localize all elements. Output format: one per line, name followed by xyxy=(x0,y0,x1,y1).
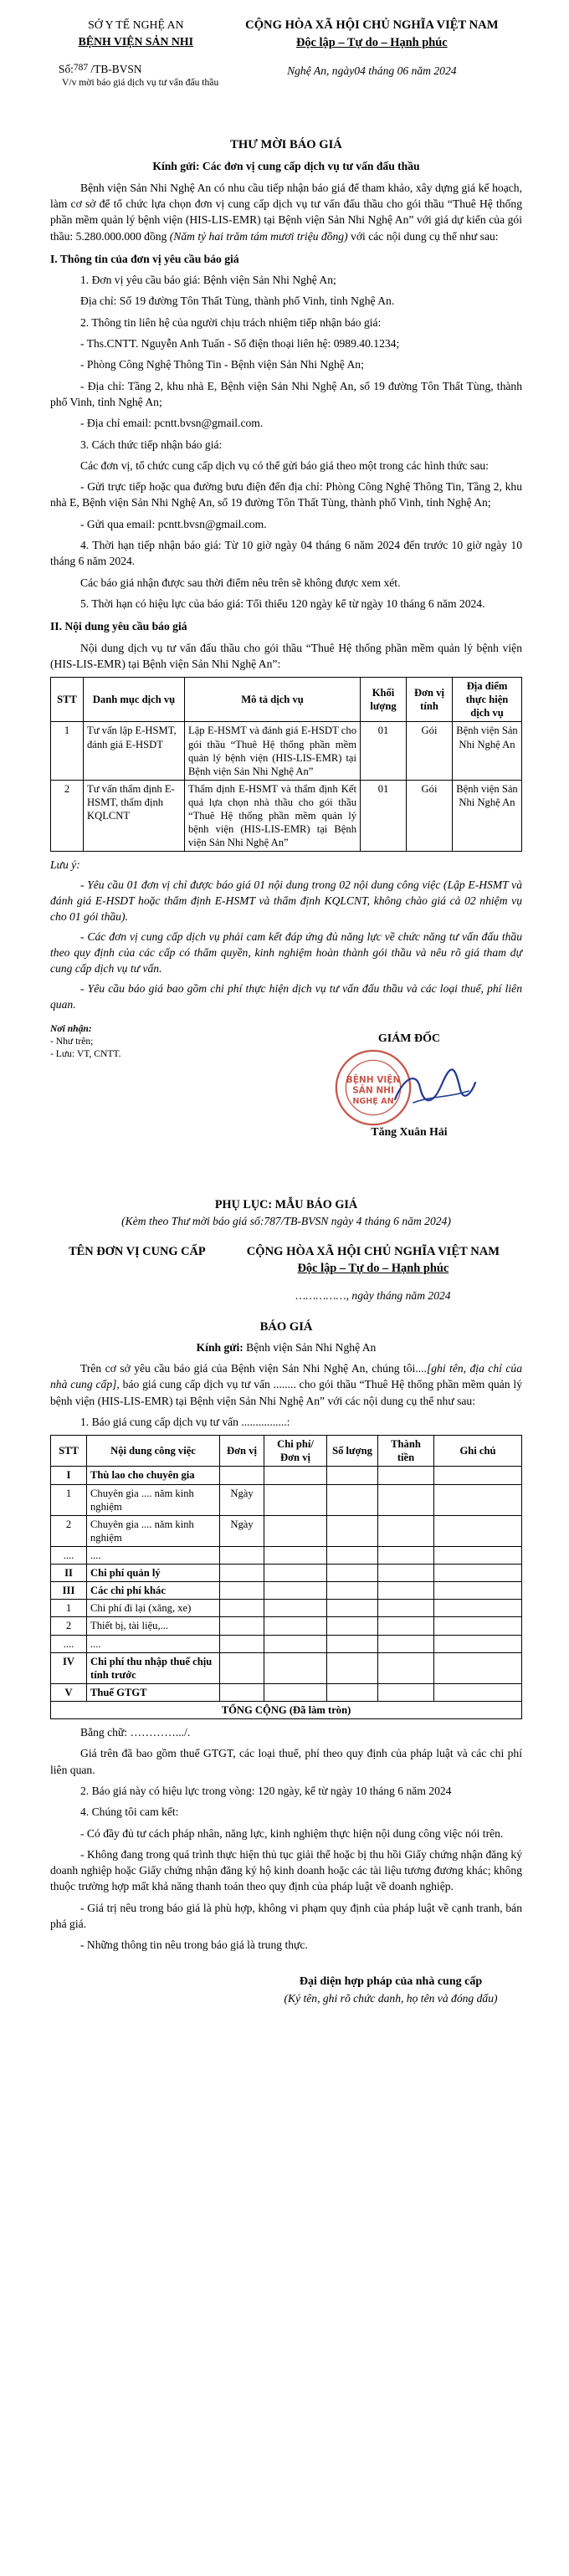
nation-title: CỘNG HÒA XÃ HỘI CHỦ NGHĨA VIỆT NAM xyxy=(245,18,499,32)
col-amount: Thành tiền xyxy=(378,1436,434,1467)
cell-content: Chi phí thu nhập thuế chịu tính trước xyxy=(87,1652,220,1683)
col-stt: STT xyxy=(51,678,84,722)
cell-content: Thuế GTGT xyxy=(87,1683,220,1701)
table-row xyxy=(51,780,522,852)
note-1: - Yêu cầu 01 đơn vị chỉ được báo giá 01 nội dung trong 02 nội dung công việc (Lập E-HSMT và đánh giá E-HSDT hoặc thẩm định E-HSMT và thẩm định KQLCNT, không chào giá cả 02 nhiệm vụ cho 01 gói thầu). xyxy=(50,878,522,924)
cell-unit: Gói xyxy=(407,780,453,852)
appendix-subtitle: (Kèm theo Thư mời báo giá số:787/TB-BVSN ngày 4 tháng 6 năm 2024) xyxy=(121,1215,451,1228)
cell-quantity xyxy=(327,1652,378,1683)
quote-item-1: 1. Báo giá cung cấp dịch vụ tư vấn ................: xyxy=(80,1415,290,1428)
cell-notes xyxy=(434,1683,522,1701)
commitment-1: - Có đầy đủ tư cách pháp nhân, năng lực, kinh nghiệm thực hiện nội dung công việc nói trên. xyxy=(80,1826,504,1840)
s1-methods-intro: Các đơn vị, tổ chức cung cấp dịch vụ có thể gửi báo giá theo một trong các hình thức sau: xyxy=(80,458,489,472)
cell-quantity: 01 xyxy=(361,780,407,852)
letter-title: THƯ MỜI BÁO GIÁ xyxy=(230,137,342,151)
quote-item-2: 2. Báo giá này có hiệu lực trong vòng: 120 ngày, kể từ ngày 10 tháng 6 năm 2024 xyxy=(80,1784,452,1797)
s1-item-1: 1. Đơn vị yêu cầu báo giá: Bệnh viện Sản Nhi Nghệ An; xyxy=(80,274,336,287)
cell-unit: Ngày xyxy=(220,1484,264,1515)
table-row xyxy=(51,1467,522,1484)
hospital-name: BỆNH VIỆN SẢN NHI xyxy=(78,34,193,48)
col-place: Địa điểm thực hiện dịch vụ xyxy=(453,678,522,722)
col-content: Nội dung công việc xyxy=(87,1436,220,1467)
document-number xyxy=(50,61,222,77)
cell-stt: .... xyxy=(51,1635,87,1652)
cell-unit-cost xyxy=(264,1617,327,1635)
cell-unit-cost xyxy=(264,1652,327,1683)
cell-content: Thù lao cho chuyên gia xyxy=(87,1467,220,1484)
intro-paragraph xyxy=(50,180,522,244)
cell-quantity xyxy=(327,1565,378,1582)
cell-amount xyxy=(378,1683,434,1701)
quote-national-block xyxy=(224,1243,522,1303)
cell-notes xyxy=(434,1652,522,1683)
cell-quantity xyxy=(327,1600,378,1617)
cell-content: Chuyên gia .... năm kinh nghiệm xyxy=(87,1515,220,1546)
cell-unit xyxy=(220,1467,264,1484)
document-subject: V/v mời báo giá dịch vụ tư vấn đấu thầu xyxy=(62,77,219,89)
table-total-row xyxy=(51,1701,522,1718)
signer-name: Tăng Xuân Hải xyxy=(371,1124,448,1138)
table-row xyxy=(51,1565,522,1582)
commitment-3: - Giá trị nêu trong báo giá là phù hợp, không vi phạm quy định của pháp luật về cạnh tranh, bán phá giá. xyxy=(50,1901,522,1931)
col-quantity: Số lượng xyxy=(327,1436,378,1467)
cell-description: Lập E-HSMT và đánh giá E-HSDT cho gói thầu “Thuê Hệ thống phần mềm quản lý bệnh viện (HIS-LIS-EMR) tại Bệnh viện Sản Nhi Nghệ An” xyxy=(185,722,361,780)
svg-text:NGHỆ AN: NGHỆ AN xyxy=(352,1097,394,1107)
nation-motto: Độc lập – Tự do – Hạnh phúc xyxy=(295,35,448,49)
cell-unit xyxy=(220,1652,264,1683)
supplier-sign-hint: (Ký tên, ghi rõ chức danh, họ tên và đóng dấu) xyxy=(284,1991,498,2005)
cell-notes xyxy=(434,1484,522,1515)
table-row xyxy=(51,1617,522,1635)
quote-item-4: 4. Chúng tôi cam kết: xyxy=(80,1805,179,1819)
table-row xyxy=(51,1652,522,1683)
cell-description: Thẩm định E-HSMT và thẩm định Kết quả lựa chọn nhà thầu cho gói thầu “Thuê Hệ thống phần mềm quản lý bệnh viện (HIS-LIS-EMR) tại Bệnh viện Sản Nhi Nghệ An” xyxy=(185,780,361,852)
table-row xyxy=(51,1484,522,1515)
cell-unit xyxy=(220,1635,264,1652)
quote-intro-a: Trên cơ sở yêu cầu báo giá của Bệnh viện Sản Nhi Nghệ An, chúng tôi.... xyxy=(80,1362,427,1375)
cell-unit xyxy=(220,1582,264,1600)
cell-stt: III xyxy=(51,1582,87,1600)
supplier-sign-role: Đại diện hợp pháp của nhà cung cấp xyxy=(299,1974,483,1988)
handwritten-signature-icon xyxy=(388,1059,480,1118)
cell-unit-cost xyxy=(264,1515,327,1546)
cell-total-label: TỔNG CỘNG (Đã làm tròn) xyxy=(51,1701,522,1718)
cell-unit-cost xyxy=(264,1565,327,1582)
svg-text:SẢN NHI: SẢN NHI xyxy=(352,1085,394,1096)
recipients xyxy=(50,1019,121,1145)
quote-date-line: ……………, ngày tháng năm 2024 xyxy=(295,1288,451,1302)
cell-stt: 2 xyxy=(51,1617,87,1635)
quote-nation-motto: Độc lập – Tự do – Hạnh phúc xyxy=(297,1262,449,1276)
cell-quantity xyxy=(327,1484,378,1515)
director-signature-block xyxy=(313,1019,505,1145)
cell-quantity: 01 xyxy=(361,722,407,780)
signer-role: GIÁM ĐỐC xyxy=(377,1032,441,1046)
col-description: Mô tả dịch vụ xyxy=(185,678,361,722)
cell-amount xyxy=(378,1600,434,1617)
issuer-block xyxy=(50,17,222,90)
s1-address: Địa chỉ: Số 19 đường Tôn Thất Tùng, thành phố Vinh, tỉnh Nghệ An. xyxy=(80,294,395,308)
cell-place: Bệnh viện Sản Nhi Nghệ An xyxy=(453,780,522,852)
quote-table-header xyxy=(51,1436,522,1467)
quote-intro-italic: [ghi tên, địa chỉ của nhà cung cấp] xyxy=(50,1362,522,1391)
cell-stt: IV xyxy=(51,1652,87,1683)
s1-contact-email: - Địa chỉ email: pcntt.bvsn@gmail.com. xyxy=(80,417,264,430)
s1-contact-person: - Ths.CNTT. Nguyễn Anh Tuấn - Số điện thoại liên hệ: 0989.40.1234; xyxy=(80,337,400,351)
cell-content: Thiết bị, tài liệu,... xyxy=(87,1617,220,1635)
s1-item-4: 4. Thời hạn tiếp nhận báo giá: Từ 10 giờ ngày 04 tháng 6 năm 2024 đến trước 10 giờ ngày 10 tháng 6 năm 2024. xyxy=(50,539,522,568)
notes-title: Lưu ý: xyxy=(50,858,80,872)
col-unit: Đơn vị xyxy=(220,1436,264,1467)
cell-unit xyxy=(220,1600,264,1617)
letter-greeting: Kính gửi: Các đơn vị cung cấp dịch vụ tư vấn đấu thầu xyxy=(152,160,420,173)
ministry-name: SỞ Y TẾ NGHỆ AN xyxy=(88,18,184,31)
cell-quantity xyxy=(327,1683,378,1701)
col-unit-cost: Chi phí/ Đơn vị xyxy=(264,1436,327,1467)
cell-place: Bệnh viện Sản Nhi Nghệ An xyxy=(453,722,522,780)
table-row xyxy=(51,1635,522,1652)
s1-method-email: - Gửi qua email: pcntt.bvsn@gmail.com. xyxy=(80,517,267,530)
cell-amount xyxy=(378,1565,434,1582)
recipients-label: Nơi nhận: xyxy=(50,1023,92,1035)
intro-amount-words: (Năm tỷ hai trăm tám mươi triệu đồng) xyxy=(169,229,348,243)
cell-unit-cost xyxy=(264,1582,327,1600)
table-row xyxy=(51,1515,522,1546)
table-row xyxy=(51,1546,522,1564)
national-block xyxy=(222,17,522,79)
commitment-2: - Không đang trong quá trình thực hiện thủ tục giải thể hoặc bị thu hồi Giấy chứng nhận đăng ký doanh nghiệp hoặc Giấy chứng nhận đăng ký hộ kinh doanh hoặc các tài liệu tương đương khác; không thuộc trường hợp mất khả năng thanh toán theo quy định của pháp luật về doanh nghiệp. xyxy=(50,1847,522,1893)
quote-table xyxy=(50,1435,522,1719)
cell-amount xyxy=(378,1635,434,1652)
cell-quantity xyxy=(327,1515,378,1546)
appendix-title: PHỤ LỤC: MẪU BÁO GIÁ xyxy=(214,1198,358,1212)
number-value: 787 xyxy=(73,63,89,74)
col-service: Danh mục dịch vụ xyxy=(84,678,185,722)
cell-notes xyxy=(434,1467,522,1484)
quote-greeting xyxy=(50,1339,522,1355)
cell-notes xyxy=(434,1635,522,1652)
section-1-heading: I. Thông tin của đơn vị yêu cầu báo giá xyxy=(50,252,239,265)
document-header xyxy=(50,17,522,90)
cell-amount xyxy=(378,1617,434,1635)
cell-unit xyxy=(220,1565,264,1582)
cell-amount xyxy=(378,1467,434,1484)
quote-greeting-label: Kính gửi: xyxy=(196,1340,243,1354)
cell-stt: I xyxy=(51,1467,87,1484)
table-row xyxy=(51,1582,522,1600)
cell-unit-cost xyxy=(264,1467,327,1484)
s1-item-5: 5. Thời hạn có hiệu lực của báo giá: Tối thiểu 120 ngày kể từ ngày 10 tháng 6 năm 2024. xyxy=(80,597,485,610)
note-3: - Yêu cầu báo giá bao gồm chi phí thực hiện dịch vụ tư vấn đấu thầu và các loại thuế, phí liên quan. xyxy=(50,981,522,1011)
closing-block xyxy=(50,1019,522,1145)
s1-method-post: - Gửi trực tiếp hoặc qua đường bưu điện đến địa chỉ: Phòng Công Nghệ Thông Tin, Tầng 2, khu nhà E, Bệnh viện Sản Nhi Nghệ An, số 19 đường Tôn Thất Tùng, thành phố Vinh, tỉnh Nghệ An; xyxy=(50,480,522,510)
cell-unit-cost xyxy=(264,1546,327,1564)
cell-quantity xyxy=(327,1546,378,1564)
cell-service: Tư vấn lập E-HSMT, đánh giá E-HSDT xyxy=(84,722,185,780)
cell-amount xyxy=(378,1652,434,1683)
cell-content: .... xyxy=(87,1635,220,1652)
col-unit: Đơn vị tính xyxy=(407,678,453,722)
cell-stt: 2 xyxy=(51,1515,87,1546)
col-notes: Ghi chú xyxy=(434,1436,522,1467)
cell-content: Chuyên gia .... năm kinh nghiệm xyxy=(87,1484,220,1515)
number-suffix: /TB-BVSN xyxy=(88,63,142,76)
cell-service: Tư vấn thẩm định E-HSMT, thẩm định KQLCNT xyxy=(84,780,185,852)
cell-amount xyxy=(378,1484,434,1515)
commitment-4: - Những thông tin nêu trong báo giá là trung thực. xyxy=(80,1938,308,1952)
table-row xyxy=(51,1683,522,1701)
cell-unit: Gói xyxy=(407,722,453,780)
cell-stt: 1 xyxy=(51,1484,87,1515)
cell-unit xyxy=(220,1617,264,1635)
service-table xyxy=(50,677,522,852)
cell-unit-cost xyxy=(264,1683,327,1701)
quote-header xyxy=(50,1243,522,1303)
cell-unit-cost xyxy=(264,1600,327,1617)
cell-stt: 1 xyxy=(51,722,84,780)
cell-notes xyxy=(434,1600,522,1617)
s1-late-note: Các báo giá nhận được sau thời điểm nêu trên sẽ không được xem xét. xyxy=(80,576,401,589)
recipient-item: - Lưu: VT, CNTT. xyxy=(50,1048,121,1060)
cell-unit: Ngày xyxy=(220,1515,264,1546)
col-stt: STT xyxy=(51,1436,87,1467)
intro-end: với các nội dung cụ thể như sau: xyxy=(347,229,499,243)
cell-stt: V xyxy=(51,1683,87,1701)
cell-stt: .... xyxy=(51,1546,87,1564)
cell-amount xyxy=(378,1546,434,1564)
recipient-item: - Như trên; xyxy=(50,1036,94,1047)
cell-notes xyxy=(434,1582,522,1600)
number-prefix: Số: xyxy=(59,63,74,76)
cell-quantity xyxy=(327,1617,378,1635)
s1-item-3: 3. Cách thức tiếp nhận báo giá: xyxy=(80,438,223,451)
cell-notes xyxy=(434,1565,522,1582)
s1-item-2: 2. Thông tin liên hệ của người chịu trách nhiệm tiếp nhận báo giá: xyxy=(80,315,382,329)
cell-unit xyxy=(220,1683,264,1701)
cell-unit-cost xyxy=(264,1635,327,1652)
cell-amount xyxy=(378,1515,434,1546)
quote-intro-b: , báo giá cung cấp dịch vụ tư vấn ........ cho gói thầu “Thuê Hệ thống phần mềm quản lý bệnh viện (HIS-LIS-EMR) tại Bệnh viện Sản Nhi Nghệ An” với các nội dung cụ thể như sau: xyxy=(50,1378,523,1407)
cell-amount xyxy=(378,1582,434,1600)
note-2: - Các đơn vị cung cấp dịch vụ phải cam kết đáp ứng đủ năng lực về chức năng tư vấn đấu thầu theo quy định của các cấp có thẩm quyền, kinh nghiệm hoàn thành gói thầu và nêu rõ giá tham dự cung cấp dịch vụ tư vấn. xyxy=(50,930,522,976)
cell-notes xyxy=(434,1515,522,1546)
intro-main: Bệnh viện Sản Nhi Nghệ An có nhu cầu tiếp nhận báo giá để tham khảo, xây dựng giá kế hoạch, làm cơ sở để tổ chức lựa chọn đơn vị cung cấp dịch vụ tư vấn đấu thầu cho gói thầu “Thuê Hệ thống phần mềm quản lý bệnh viện (HIS-LIS-EMR) tại Bệnh viện Sản Nhi Nghệ An” với giá dự kiến của gói thầu: 5.280.000.000 đồng xyxy=(50,181,522,243)
amount-in-words: Bằng chữ: ………….../. xyxy=(80,1726,191,1739)
section-2-heading: II. Nội dung yêu cầu báo giá xyxy=(50,620,187,633)
quote-nation-title: CỘNG HÒA XÃ HỘI CHỦ NGHĨA VIỆT NAM xyxy=(246,1244,500,1258)
col-quantity: Khối lượng xyxy=(361,678,407,722)
cell-quantity xyxy=(327,1582,378,1600)
cell-content: Chi phí đi lại (xăng, xe) xyxy=(87,1600,220,1617)
cell-notes xyxy=(434,1617,522,1635)
cell-unit xyxy=(220,1546,264,1564)
s2-intro: Nội dung dịch vụ tư vấn đấu thầu cho gói thầu “Thuê Hệ thống phần mềm quản lý bệnh viện (HIS-LIS-EMR) tại Bệnh viện Sản Nhi Nghệ An”: xyxy=(50,641,522,670)
quote-intro xyxy=(50,1360,522,1409)
cell-content: .... xyxy=(87,1546,220,1564)
cell-quantity xyxy=(327,1467,378,1484)
supplier-signature-block xyxy=(259,1974,522,2006)
cell-stt: II xyxy=(51,1565,87,1582)
quote-greeting-to: Bệnh viện Sản Nhi Nghệ An xyxy=(243,1340,377,1354)
svg-text:BỆNH VIỆN: BỆNH VIỆN xyxy=(346,1075,401,1086)
cell-stt: 2 xyxy=(51,780,84,852)
place-date: Nghệ An, ngày04 tháng 06 năm 2024 xyxy=(287,64,457,78)
service-table-header xyxy=(51,678,522,722)
cell-content: Chi phí quản lý xyxy=(87,1565,220,1582)
supplier-name-placeholder: TÊN ĐƠN VỊ CUNG CẤP xyxy=(69,1244,206,1258)
cell-content: Các chi phí khác xyxy=(87,1582,220,1600)
table-row xyxy=(51,722,522,780)
s1-contact-address: - Địa chỉ: Tầng 2, khu nhà E, Bệnh viện Sản Nhi Nghệ An, số 19 đường Tôn Thất Tùng, thành phố Vinh, tỉnh Nghệ An; xyxy=(50,379,522,408)
cell-quantity xyxy=(327,1635,378,1652)
s1-contact-dept: - Phòng Công Nghệ Thông Tin - Bệnh viện Sản Nhi Nghệ An; xyxy=(80,358,364,371)
cell-stt: 1 xyxy=(51,1600,87,1617)
table-row xyxy=(51,1600,522,1617)
cell-unit-cost xyxy=(264,1484,327,1515)
vat-note: Giá trên đã bao gồm thuế GTGT, các loại thuế, phí theo quy định của pháp luật và các chi phí liên quan. xyxy=(50,1747,522,1776)
cell-notes xyxy=(434,1546,522,1564)
quote-title: BÁO GIÁ xyxy=(259,1320,313,1334)
